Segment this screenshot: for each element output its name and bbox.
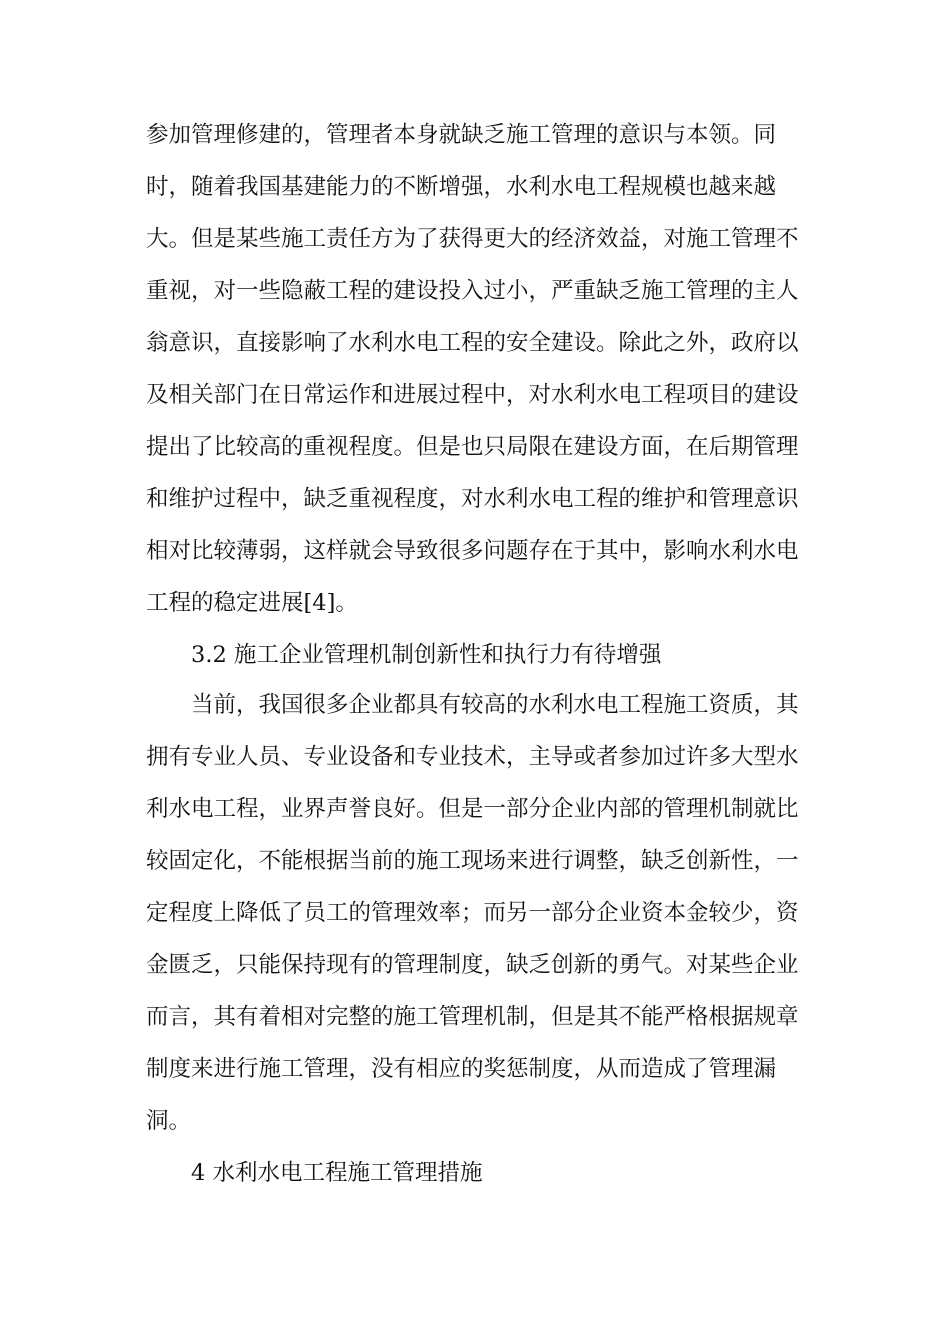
- section-heading: 3.2 施工企业管理机制创新性和执行力有待增强: [191, 642, 662, 668]
- paragraph-line: 翁意识，直接影响了水利水电工程的安全建设。除此之外，政府以: [146, 330, 799, 356]
- paragraph-line: 提出了比较高的重视程度。但是也只局限在建设方面，在后期管理: [146, 434, 799, 460]
- paragraph-line: 洞。: [146, 1108, 192, 1134]
- paragraph-line: 及相关部门在日常运作和进展过程中，对水利水电工程项目的建设: [146, 382, 799, 408]
- paragraph-line: 重视，对一些隐蔽工程的建设投入过小，严重缺乏施工管理的主人: [146, 278, 799, 304]
- paragraph-line: 工程的稳定进展[4]。: [146, 590, 358, 616]
- paragraph-line: 时，随着我国基建能力的不断增强，水利水电工程规模也越来越: [146, 174, 777, 200]
- paragraph-line: 较固定化，不能根据当前的施工现场来进行调整，缺乏创新性，一: [146, 848, 799, 874]
- paragraph-line: 拥有专业人员、专业设备和专业技术，主导或者参加过许多大型水: [146, 744, 799, 770]
- paragraph-line: 而言，其有着相对完整的施工管理机制，但是其不能严格根据规章: [146, 1004, 799, 1030]
- section-heading: 4 水利水电工程施工管理措施: [191, 1160, 483, 1186]
- paragraph-line: 相对比较薄弱，这样就会导致很多问题存在于其中，影响水利水电: [146, 538, 799, 564]
- paragraph-line: 大。但是某些施工责任方为了获得更大的经济效益，对施工管理不: [146, 226, 799, 252]
- paragraph-line: 和维护过程中，缺乏重视程度，对水利水电工程的维护和管理意识: [146, 486, 799, 512]
- paragraph-line: 金匮乏，只能保持现有的管理制度，缺乏创新的勇气。对某些企业: [146, 952, 799, 978]
- paragraph-line: 参加管理修建的，管理者本身就缺乏施工管理的意识与本领。同: [146, 122, 777, 148]
- paragraph-line: 定程度上降低了员工的管理效率；而另一部分企业资本金较少，资: [146, 900, 799, 926]
- paragraph-line: 制度来进行施工管理，没有相应的奖惩制度，从而造成了管理漏: [146, 1056, 777, 1082]
- paragraph-line: 当前，我国很多企业都具有较高的水利水电工程施工资质，其: [191, 692, 799, 718]
- paragraph-line: 利水电工程，业界声誉良好。但是一部分企业内部的管理机制就比: [146, 796, 799, 822]
